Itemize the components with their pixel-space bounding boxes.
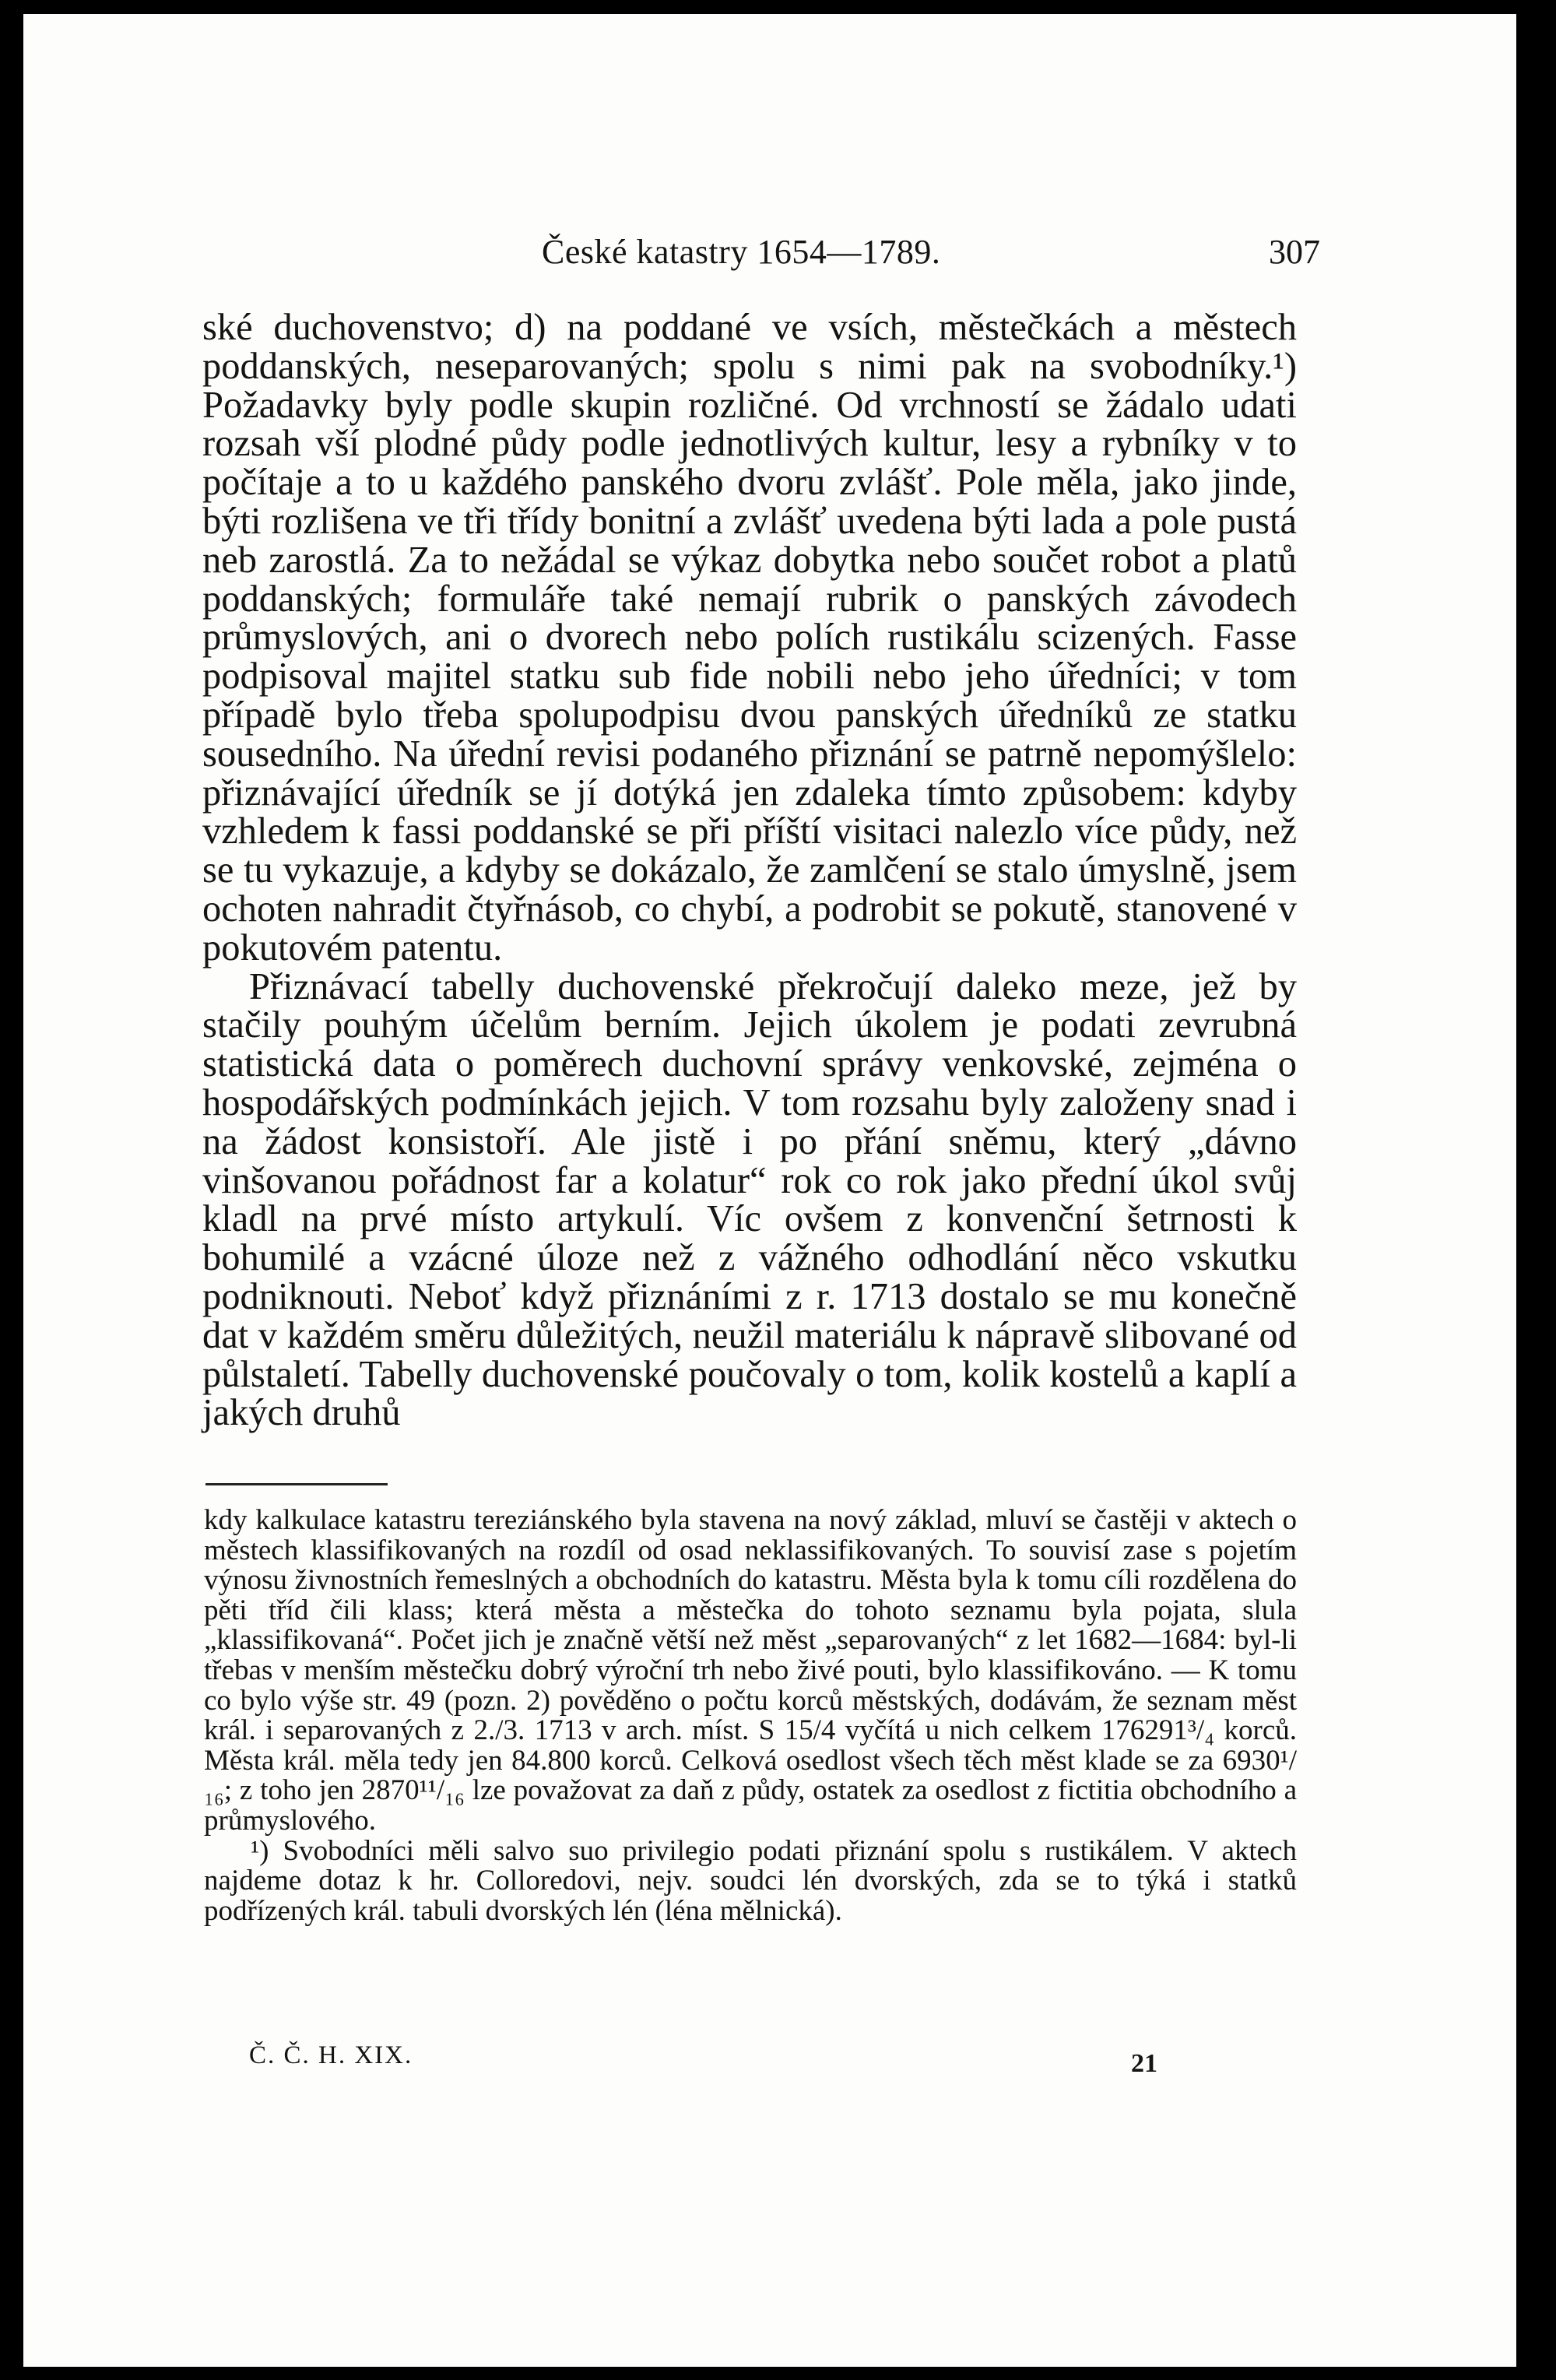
paragraph: Přiznávací tabelly duchovenské překročují daleko meze, jež by stačily pouhým účelům berním. Jejich úkolem je podati zevrubná statistická data o poměrech duchovní správy venkovské, zejména o hospodářských podmínkách jejich. V tom rozsahu byly založeny snad i na žádost konsistoří. Ale jistě i po přání sněmu, který „dávno vinšovanou pořádnost far a kolatur“ rok co rok jako přední úkol svůj kladl na prvé místo artykulí. Víc ovšem z konvenční šetrnosti k bohumilé a vzácné úloze než z vážného odhodlání něco vskutku podniknouti. Neboť když přiznáními z r. 1713 dostalo se mu konečně dat v každém směru důležitých, neužil materiálu k nápravě slibované od půlstaletí. Tabelly duchovenské poučovaly o tom, kolik kostelů a kaplí a jakých druhů	[202, 965, 1297, 1434]
paragraph: ské duchovenstvo; d) na poddané ve vsích, městečkách a městech poddanských, neseparovaných; spolu s nimi pak na svobodníky.¹) Požadavky byly podle skupin rozličné. Od vrchností se žádalo udati rozsah vší plodné půdy podle jednotlivých kultur, lesy a rybníky v to počítaje a to u každého panského dvoru zvlášť. Pole měla, jako jinde, býti rozlišena ve tři třídy bonitní a zvlášť uvedena býti lada a pole pustá neb zarostlá. Za to nežádal se výkaz dobytka nebo součet robot a platů poddanských; formuláře také nemají rubrik o panských závodech průmyslových, ani o dvorech nebo polích rustikálu scizených. Fasse podpisoval majitel statku sub fide nobili nebo jeho úředníci; v tom případě bylo třeba spolupodpisu dvou panských úředníků ze statku sousedního. Na úřední revisi podaného přiznání se patrně nepomýšlelo: přiznávající úředník se jí dotýká jen zdaleka tímto způsobem: kdyby vzhledem k fassi poddanské se při příští visitaci nalezlo více půdy, než se tu vykazuje, a kdyby se dokázalo, že zamlčení se stalo úmyslně, jsem ochoten nahradit čtyřnásob, co chybí, a podrobit se pokutě, stanovené v pokutovém patentu.	[202, 307, 1297, 969]
page-footer	[249, 2041, 1183, 2088]
document-page	[23, 14, 1516, 2367]
footnote-continued: kdy kalkulace katastru tereziánského byla stavena na nový základ, mluví se častěji v aktech o městech klassifikovaných na rozdíl od osad neklassifikovaných. To souvisí zase s pojetím výnosu živnostních řemeslných a obchodních do katastru. Města byla k tomu cíli rozdělena do pěti tříd čili klass; která města a městečka do tohoto seznamu byla pojata, slula „klassifikovaná“. Počet jich je značně větší než měst „separovaných“ z let 1682—1684: byl-li třebas v menším městečku dobrý výroční trh nebo živé pouti, bylo klassifikováno. — K tomu co bylo výše str. 49 (pozn. 2) pověděno o počtu korců městských, dodávám, že seznam měst král. i separovaných z 2./3. 1713 v arch. míst. S 15/4 vyčítá u nich celkem 176291³/₄ korců. Města král. měla tedy jen 84.800 korců. Celková osedlost všech těch měst klade se za 6930¹/₁₆; z toho jen 2870¹¹/₁₆ lze považovat za daň z půdy, ostatek za osedlost z fictitia obchodního a průmyslového.	[204, 1504, 1297, 1837]
footnote	[204, 1834, 1297, 1927]
footnote-divider	[205, 1483, 388, 1485]
footnotes	[204, 1506, 1297, 1926]
body-text	[202, 308, 1297, 1433]
signature-mark: Č. Č. H. XIX.	[249, 2041, 413, 2069]
running-header	[542, 224, 1320, 279]
footnote-text: Svobodníci měli salvo suo privilegio podati přiznání spolu s rustikálem. V aktech najdeme dotaz k hr. Colloredovi, nejv. soudci lén dvorských, zda se to týká i statků podřízených král. tabuli dvorských lén (léna mělnická).	[204, 1834, 1297, 1927]
sheet-number: 21	[1131, 2049, 1157, 2078]
footnote-marker: ¹)	[251, 1834, 269, 1867]
running-title: České katastry 1654—1789.	[542, 233, 941, 271]
page-number: 307	[1269, 233, 1320, 271]
